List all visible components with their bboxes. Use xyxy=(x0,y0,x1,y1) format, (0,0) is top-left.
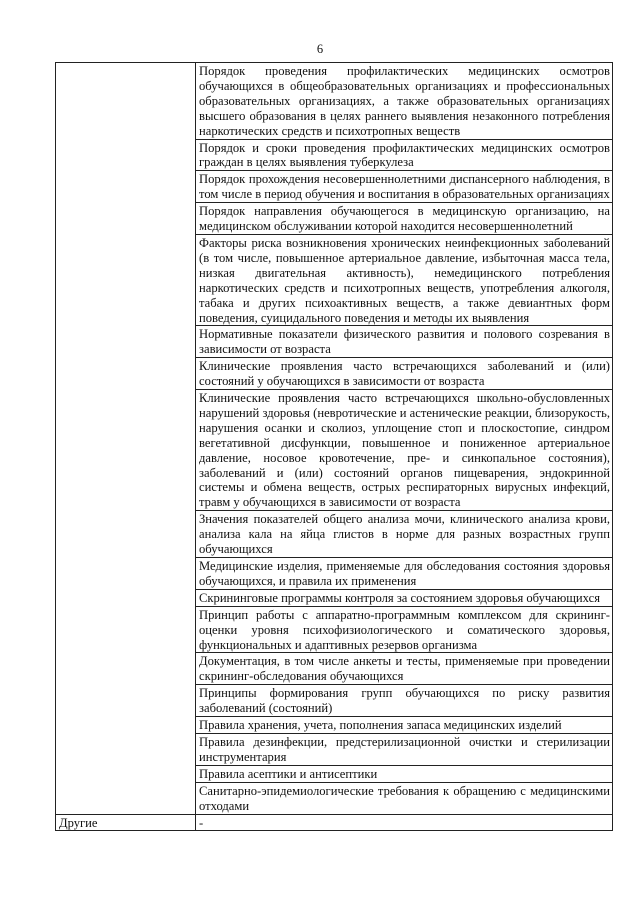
table-cell-item: Нормативные показатели физического развития и полового созревания в зависимости от возраста xyxy=(196,326,613,358)
page-number: 6 xyxy=(316,42,324,56)
table-cell-item: Правила асептики и антисептики xyxy=(196,765,613,782)
table-cell-item: Клинические проявления часто встречающихся школьно-обусловленных нарушений здоровья (невротические и астенические реакции, близорукость, нарушения осанки и сколиоз, уплощение стоп и плоскостопие, синдром вегетативной дисфункции, повышенное и пониженное артериальное давление, носовое кровотечение, пре- и синкопальное состояния), заболеваний и (или) состояний органов пищеварения, эндокринной системы и обмена веществ, острых респираторных вирусных инфекций, травм у обучающихся в зависимости от возраста xyxy=(196,390,613,511)
requirements-table xyxy=(55,62,613,831)
table-cell-item: Правила дезинфекции, предстерилизационной очистки и стерилизации инструментария xyxy=(196,733,613,765)
table-cell-item: Значения показателей общего анализа мочи, клинического анализа крови, анализа кала на яйца глистов в норме для разных возрастных групп обучающихся xyxy=(196,511,613,558)
table-cell-item: Порядок и сроки проведения профилактических медицинских осмотров граждан в целях выявления туберкулеза xyxy=(196,139,613,171)
table-cell-item: Клинические проявления часто встречающихся заболеваний и (или) состояний у обучающихся в зависимости от возраста xyxy=(196,358,613,390)
table-cell-item: Документация, в том числе анкеты и тесты, применяемые при проведении скрининг-обследования обучающихся xyxy=(196,653,613,685)
table-cell-item: Правила хранения, учета, пополнения запаса медицинских изделий xyxy=(196,717,613,734)
table-cell-item: Порядок направления обучающегося в медицинскую организацию, на медицинском обслуживании которой находится несовершеннолетний xyxy=(196,203,613,235)
table-cell-item: Порядок прохождения несовершеннолетними диспансерного наблюдения, в том числе в период обучения и воспитания в образовательных организациях xyxy=(196,171,613,203)
table-cell-item: Принципы формирования групп обучающихся по риску развития заболеваний (состояний) xyxy=(196,685,613,717)
other-label: Другие xyxy=(56,814,196,831)
table-cell-item: Принцип работы с аппаратно-программным комплексом для скрининг-оценки уровня психофизиологического и соматического здоровья, функциональных и адаптивных резервов организма xyxy=(196,606,613,653)
section-label-cell xyxy=(56,63,196,815)
table-cell-item: Санитарно-эпидемиологические требования к обращению с медицинскими отходами xyxy=(196,782,613,814)
table-cell-item: Факторы риска возникновения хронических неинфекционных заболеваний (в том числе, повышенное артериальное давление, избыточная масса тела, низкая двигательная активность), немедицинского потребления наркотических средств и психотропных веществ, употребления алкоголя, табака и других психоактивных веществ, а также девиантных форм поведения, суицидального поведения и методы их выявления xyxy=(196,234,613,325)
table-cell-item: Скрининговые программы контроля за состоянием здоровья обучающихся xyxy=(196,589,613,606)
table-cell-item: Порядок проведения профилактических медицинских осмотров обучающихся в общеобразовательных организациях и профессиональных образовательных организациях, а также образовательных организациях высшего образования в целях раннего выявления незаконного потребления наркотических средств и психотропных веществ xyxy=(196,63,613,140)
table-row-other xyxy=(56,814,613,831)
table-row xyxy=(56,63,613,140)
table-cell-item: Медицинские изделия, применяемые для обследования состояния здоровья обучающихся, и правила их применения xyxy=(196,558,613,590)
other-value: - xyxy=(196,814,613,831)
